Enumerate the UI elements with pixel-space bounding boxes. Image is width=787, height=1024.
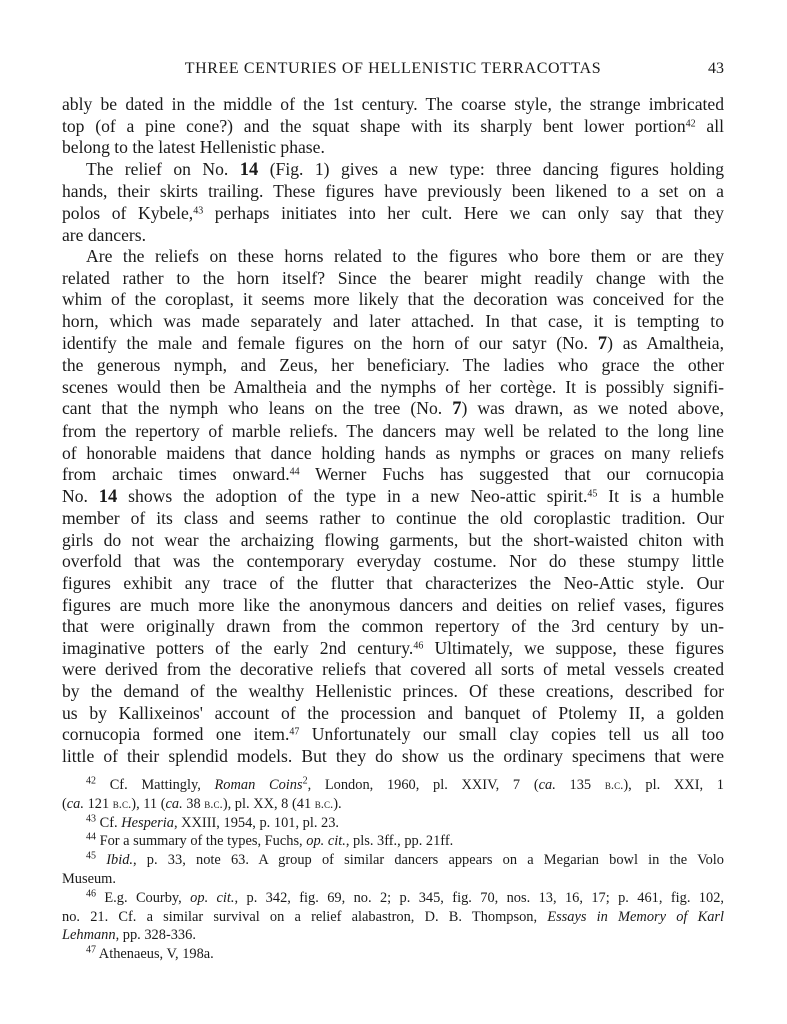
text-line: belong to the latest Hellenistic phase. xyxy=(62,137,325,158)
catalogue-number: 7 xyxy=(597,333,608,354)
text-line: from archaic times onward.$^{44}$ Werner Fuchs has suggested that our cornucopia xyxy=(62,464,724,485)
text-line: whim of the coroplast, it seems more likely that the decoration was conceived for the xyxy=(62,289,724,310)
text-line: cant that the nymph who leans on the tree (No. 7) was drawn, as we noted above, xyxy=(62,398,724,420)
text-line: the generous nymph, and Zeus, her beneficiary. The ladies who grace the other xyxy=(62,355,724,376)
text-line: Are the reliefs on these horns related to the figures who bore them or are they xyxy=(86,246,724,267)
footnote-line: no. 21. Cf. a similar survival on a relief alabastron, D. B. Thompson, Essays in Memory of Karl xyxy=(62,908,724,925)
footnote-line: $^{47}$ Athenaeus, V, 198a. xyxy=(86,944,214,963)
text-line: member of its class and seems rather to continue the old coroplastic tradition. Our xyxy=(62,508,724,529)
page-number: 43 xyxy=(708,60,724,77)
text-line: scenes would then be Amaltheia and the nymphs of her cortège. It is possibly signifi- xyxy=(62,376,724,397)
footnote-45 xyxy=(62,851,724,889)
text-line: by the demand of the wealthy Hellenistic princes. Of these creations, described for xyxy=(62,681,724,702)
footnote-ref-44[interactable]: 44 xyxy=(289,466,300,478)
footnote-46 xyxy=(62,889,724,945)
footnote-47 xyxy=(62,945,724,964)
footnote-ref-47[interactable]: 47 xyxy=(289,726,300,738)
footnote-line: Museum. xyxy=(62,870,116,887)
text-line: that were originally drawn from the common repertory of the 3rd century by un- xyxy=(62,616,724,637)
paragraph-1 xyxy=(62,94,724,159)
footnote-ref-42[interactable]: 42 xyxy=(685,118,696,130)
text-line: horn, which was made separately and later attached. In that case, it is tempting to xyxy=(62,310,724,331)
catalogue-number: 7 xyxy=(452,399,462,420)
text-line: hands, their skirts trailing. These figures have previously been likened to a set on a xyxy=(62,181,724,202)
text-line: ably be dated in the middle of the 1st century. The coarse style, the strange imbricated xyxy=(62,94,724,114)
text-line: imaginative potters of the early 2nd century.$^{46}$ Ultimately, we suppose, these figures xyxy=(62,637,724,658)
page-header xyxy=(62,60,724,84)
running-title: THREE CENTURIES OF HELLENISTIC TERRACOTTAS xyxy=(184,60,602,77)
text-line: were derived from the decorative reliefs that covered all sorts of metal vessels created xyxy=(62,659,724,680)
footnote-ref-43[interactable]: 43 xyxy=(193,205,204,217)
footnote-ref-45[interactable]: 45 xyxy=(587,488,598,500)
text-line: figures are much more like the anonymous dancers and deities on relief vases, figures xyxy=(62,594,724,615)
text-line: No. 14 shows the adoption of the type in a new Neo-attic spirit.$^{45}$ It is a humble xyxy=(62,485,724,507)
footnote-line: Lehmann, pp. 328-336. xyxy=(62,927,196,944)
text-line: are dancers. xyxy=(62,224,146,245)
text-line: of honorable maidens that dance holding hands as nymphs or graces on many reliefs xyxy=(62,442,724,463)
text-line: from the repertory of marble reliefs. The dancers may well be related to the long line xyxy=(62,420,724,441)
footnote-ref-46[interactable]: 46 xyxy=(413,640,424,652)
text-line: identify the male and female figures on the horn of our satyr (No. 7) as Amaltheia, xyxy=(62,332,724,354)
paragraph-2 xyxy=(62,159,724,246)
catalogue-number: 14 xyxy=(239,159,259,180)
text-line: girls do not wear the archaizing flowing garments, but the short-waisted chiton with xyxy=(62,529,724,550)
footnote-43 xyxy=(62,814,724,833)
footnote-line: $^{46}$ E.g. Courby, op. cit., p. 342, fig. 69, no. 2; p. 345, fig. 70, nos. 13, 16, 17; p. 461, fig. 102, xyxy=(86,888,724,906)
text-line: overfold that was the contemporary everyday costume. Nor do these stumpy little xyxy=(62,551,724,572)
footnote-line: $^{45}$ Ibid., p. 33, note 63. A group of similar dancers appears on a Megarian bowl in the Volo xyxy=(86,850,724,869)
body-text xyxy=(62,94,724,767)
footnote-line: $^{43}$ Cf. Hesperia, XXIII, 1954, p. 101, pl. 23. xyxy=(86,813,340,831)
text-line: polos of Kybele,$^{43}$ perhaps initiates into her cult. Here we can only say that they xyxy=(62,202,724,223)
footnote-line: (ca. 121 b.c.), 11 (ca. 38 b.c.), pl. XX, 8 (41 b.c.). xyxy=(62,795,342,812)
text-line: The relief on No. 14 (Fig. 1) gives a new type: three dancing figures holding xyxy=(86,158,724,180)
footnote-line: $^{42}$ Cf. Mattingly, Roman Coins$^2$, London, 1960, pl. XXIV, 7 (ca. 135 b.c.), pl. XXI, 1 xyxy=(86,775,724,793)
paragraph-3 xyxy=(62,246,724,767)
text-line: little of their splendid models. But they do show us the ordinary specimens that were xyxy=(62,745,724,766)
footnote-line: $^{44}$ For a summary of the types, Fuchs, op. cit., pls. 3ff., pp. 21ff. xyxy=(86,831,454,850)
footnote-44 xyxy=(62,832,724,851)
footnotes xyxy=(62,776,724,964)
text-line: related rather to the horn itself? Since the bearer might readily change with the xyxy=(62,267,724,288)
catalogue-number: 14 xyxy=(98,486,118,507)
text-line: us by Kallixeinos' account of the procession and banquet of Ptolemy II, a golden xyxy=(62,702,724,723)
footnote-42 xyxy=(62,776,724,814)
text-line: figures exhibit any trace of the flutter that characterizes the Neo-Attic style. Our xyxy=(62,573,724,594)
text-line: top (of a pine cone?) and the squat shape with its sharply bent lower portion$^{42}$ all xyxy=(62,115,725,136)
text-line: cornucopia formed one item.$^{47}$ Unfortunately our small clay copies tell us all too xyxy=(62,724,725,745)
